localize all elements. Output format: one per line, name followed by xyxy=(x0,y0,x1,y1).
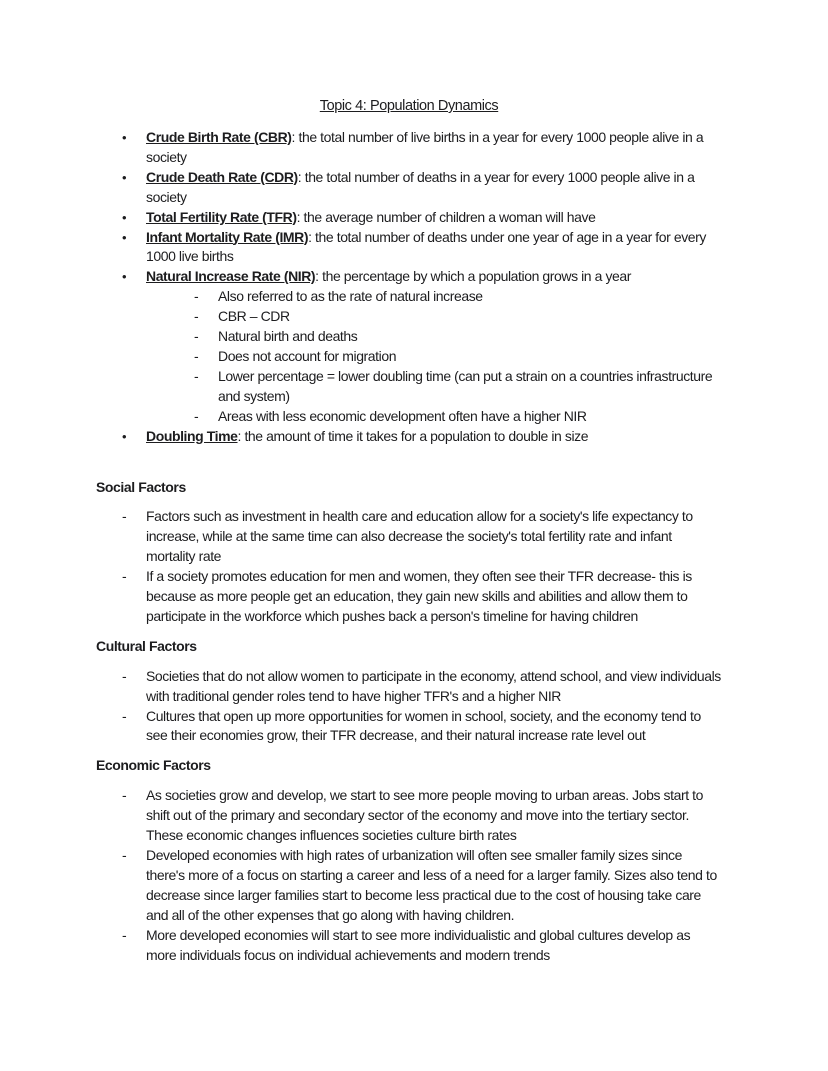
list-item xyxy=(96,168,722,208)
definition-term: Total Fertility Rate (TFR) xyxy=(146,208,297,225)
list-item-text xyxy=(146,208,722,228)
definition-text: : the amount of time it takes for a population to double in size xyxy=(237,427,589,444)
section-heading: Cultural Factors xyxy=(96,637,197,654)
definition-text: : the percentage by which a population grows in a year xyxy=(315,268,632,285)
list-item xyxy=(96,347,722,367)
bullet-marker: • xyxy=(122,169,127,185)
bullet-marker: • xyxy=(122,130,127,145)
list-item xyxy=(96,667,722,707)
list-item xyxy=(96,427,722,447)
dash-marker: - xyxy=(194,328,199,345)
section-item-list xyxy=(96,786,722,965)
list-item xyxy=(96,407,722,427)
list-item-text xyxy=(146,707,722,747)
sub-item-text: Does not account for migration xyxy=(218,347,397,364)
dash-marker: - xyxy=(122,568,127,585)
definition-list xyxy=(96,128,722,447)
page-title: Topic 4: Population Dynamics xyxy=(319,98,499,114)
list-item-text xyxy=(218,327,722,347)
sub-item-text: Areas with less economic development often have a higher NIR xyxy=(218,407,587,424)
section xyxy=(96,637,722,747)
list-item xyxy=(96,786,722,846)
definition-term: Natural Increase Rate (NIR) xyxy=(146,268,316,285)
list-item xyxy=(96,307,722,327)
list-item-text xyxy=(146,926,722,966)
list-item-text xyxy=(146,128,722,168)
definition-text: : the average number of children a woman will have xyxy=(296,208,596,225)
list-item-text xyxy=(218,407,722,427)
factor-sections xyxy=(96,478,722,966)
list-item-text xyxy=(218,307,722,327)
list-item xyxy=(96,128,722,168)
dash-marker: - xyxy=(122,926,127,943)
definition-term: Crude Death Rate (CDR) xyxy=(146,168,298,185)
list-item-text xyxy=(146,427,722,447)
list-item-text xyxy=(146,507,722,567)
dash-marker: - xyxy=(194,407,199,424)
definition-text: : the total number of deaths in a year for every 1000 people alive in a society xyxy=(146,168,695,205)
list-item-text xyxy=(146,846,722,926)
bullet-marker: • xyxy=(122,428,127,444)
list-item-text xyxy=(218,287,722,307)
list-item xyxy=(96,507,722,567)
list-item xyxy=(96,846,722,926)
dash-marker: - xyxy=(122,847,127,863)
list-item xyxy=(96,267,722,287)
list-item xyxy=(96,926,722,966)
section-item-text: If a society promotes education for men and women, they often see their TFR decrease- this is because as more people get an education, they gain new skills and abilities and allow them to participate in the workforce which pushes back a person's timeline for having children xyxy=(146,568,692,624)
section-heading: Economic Factors xyxy=(96,757,211,774)
list-item-text xyxy=(218,347,722,367)
definition-term: Crude Birth Rate (CBR) xyxy=(146,129,292,145)
definition-text: : the total number of live births in a year for every 1000 people alive in a society xyxy=(146,129,704,165)
section-item-list xyxy=(96,667,722,747)
section xyxy=(96,478,722,627)
list-item xyxy=(96,367,722,407)
list-item-text xyxy=(146,667,722,707)
definition-text: : the total number of deaths under one year of age in a year for every 1000 live births xyxy=(146,228,706,265)
section-item-text: As societies grow and develop, we start to see more people moving to urban areas. Jobs start to shift out of the primary and secondary sector of the economy and move into the tertiary sector. These economic changes influences societies culture birth rates xyxy=(146,787,703,844)
definition-term: Doubling Time xyxy=(146,427,238,444)
dash-marker: - xyxy=(194,308,199,325)
dash-marker: - xyxy=(122,667,127,684)
list-item xyxy=(96,287,722,307)
list-item xyxy=(96,567,722,627)
definition-term: Infant Mortality Rate (IMR) xyxy=(146,228,309,245)
section-item-text: Cultures that open up more opportunities for women in school, society, and the economy tend to see their economies grow, their TFR decrease, and their natural increase rate level out xyxy=(146,707,701,744)
sub-item-text: Lower percentage = lower doubling time (can put a strain on a countries infrastructure and system) xyxy=(218,367,713,404)
list-item xyxy=(96,208,722,228)
list-item-text xyxy=(146,228,722,268)
section xyxy=(96,756,722,965)
list-item-text xyxy=(146,567,722,627)
dash-marker: - xyxy=(122,787,127,804)
section-item-list xyxy=(96,507,722,626)
list-item-text xyxy=(146,786,722,846)
dash-marker: - xyxy=(194,288,199,305)
dash-marker: - xyxy=(122,508,127,525)
list-item xyxy=(96,707,722,747)
section-item-text: Developed economies with high rates of urbanization will often see smaller family sizes since there's more of a focus on starting a career and less of a need for a larger family. Sizes also tend to decrease since larger families start to become less practical due to the cost of housing take care and all of the other expenses that go along with having children. xyxy=(146,847,717,923)
dash-marker: - xyxy=(194,347,199,364)
section-item-text: More developed economies will start to see more individualistic and global cultures develop as more individuals focus on individual achievements and modern trends xyxy=(146,926,691,963)
list-item xyxy=(96,327,722,347)
bullet-marker: • xyxy=(122,229,127,245)
sub-item-text: Natural birth and deaths xyxy=(218,328,358,345)
list-item-text xyxy=(218,367,722,407)
dash-marker: - xyxy=(194,367,199,384)
sub-item-text: CBR – CDR xyxy=(218,308,290,325)
list-item-text xyxy=(146,168,722,208)
section-item-text: Societies that do not allow women to participate in the economy, attend school, and view individuals with traditional gender roles tend to have higher TFR's and a higher NIR xyxy=(146,667,721,704)
bullet-marker: • xyxy=(122,209,127,225)
sub-item-text: Also referred to as the rate of natural increase xyxy=(218,288,483,305)
dash-marker: - xyxy=(122,707,127,724)
bullet-marker: • xyxy=(122,269,127,285)
list-item xyxy=(96,228,722,268)
list-item-text xyxy=(146,267,722,287)
section-item-text: Factors such as investment in health care and education allow for a society's life expectancy to increase, while at the same time can also decrease the society's total fertility rate and infant mortality rate xyxy=(146,508,693,565)
section-heading: Social Factors xyxy=(96,478,186,495)
